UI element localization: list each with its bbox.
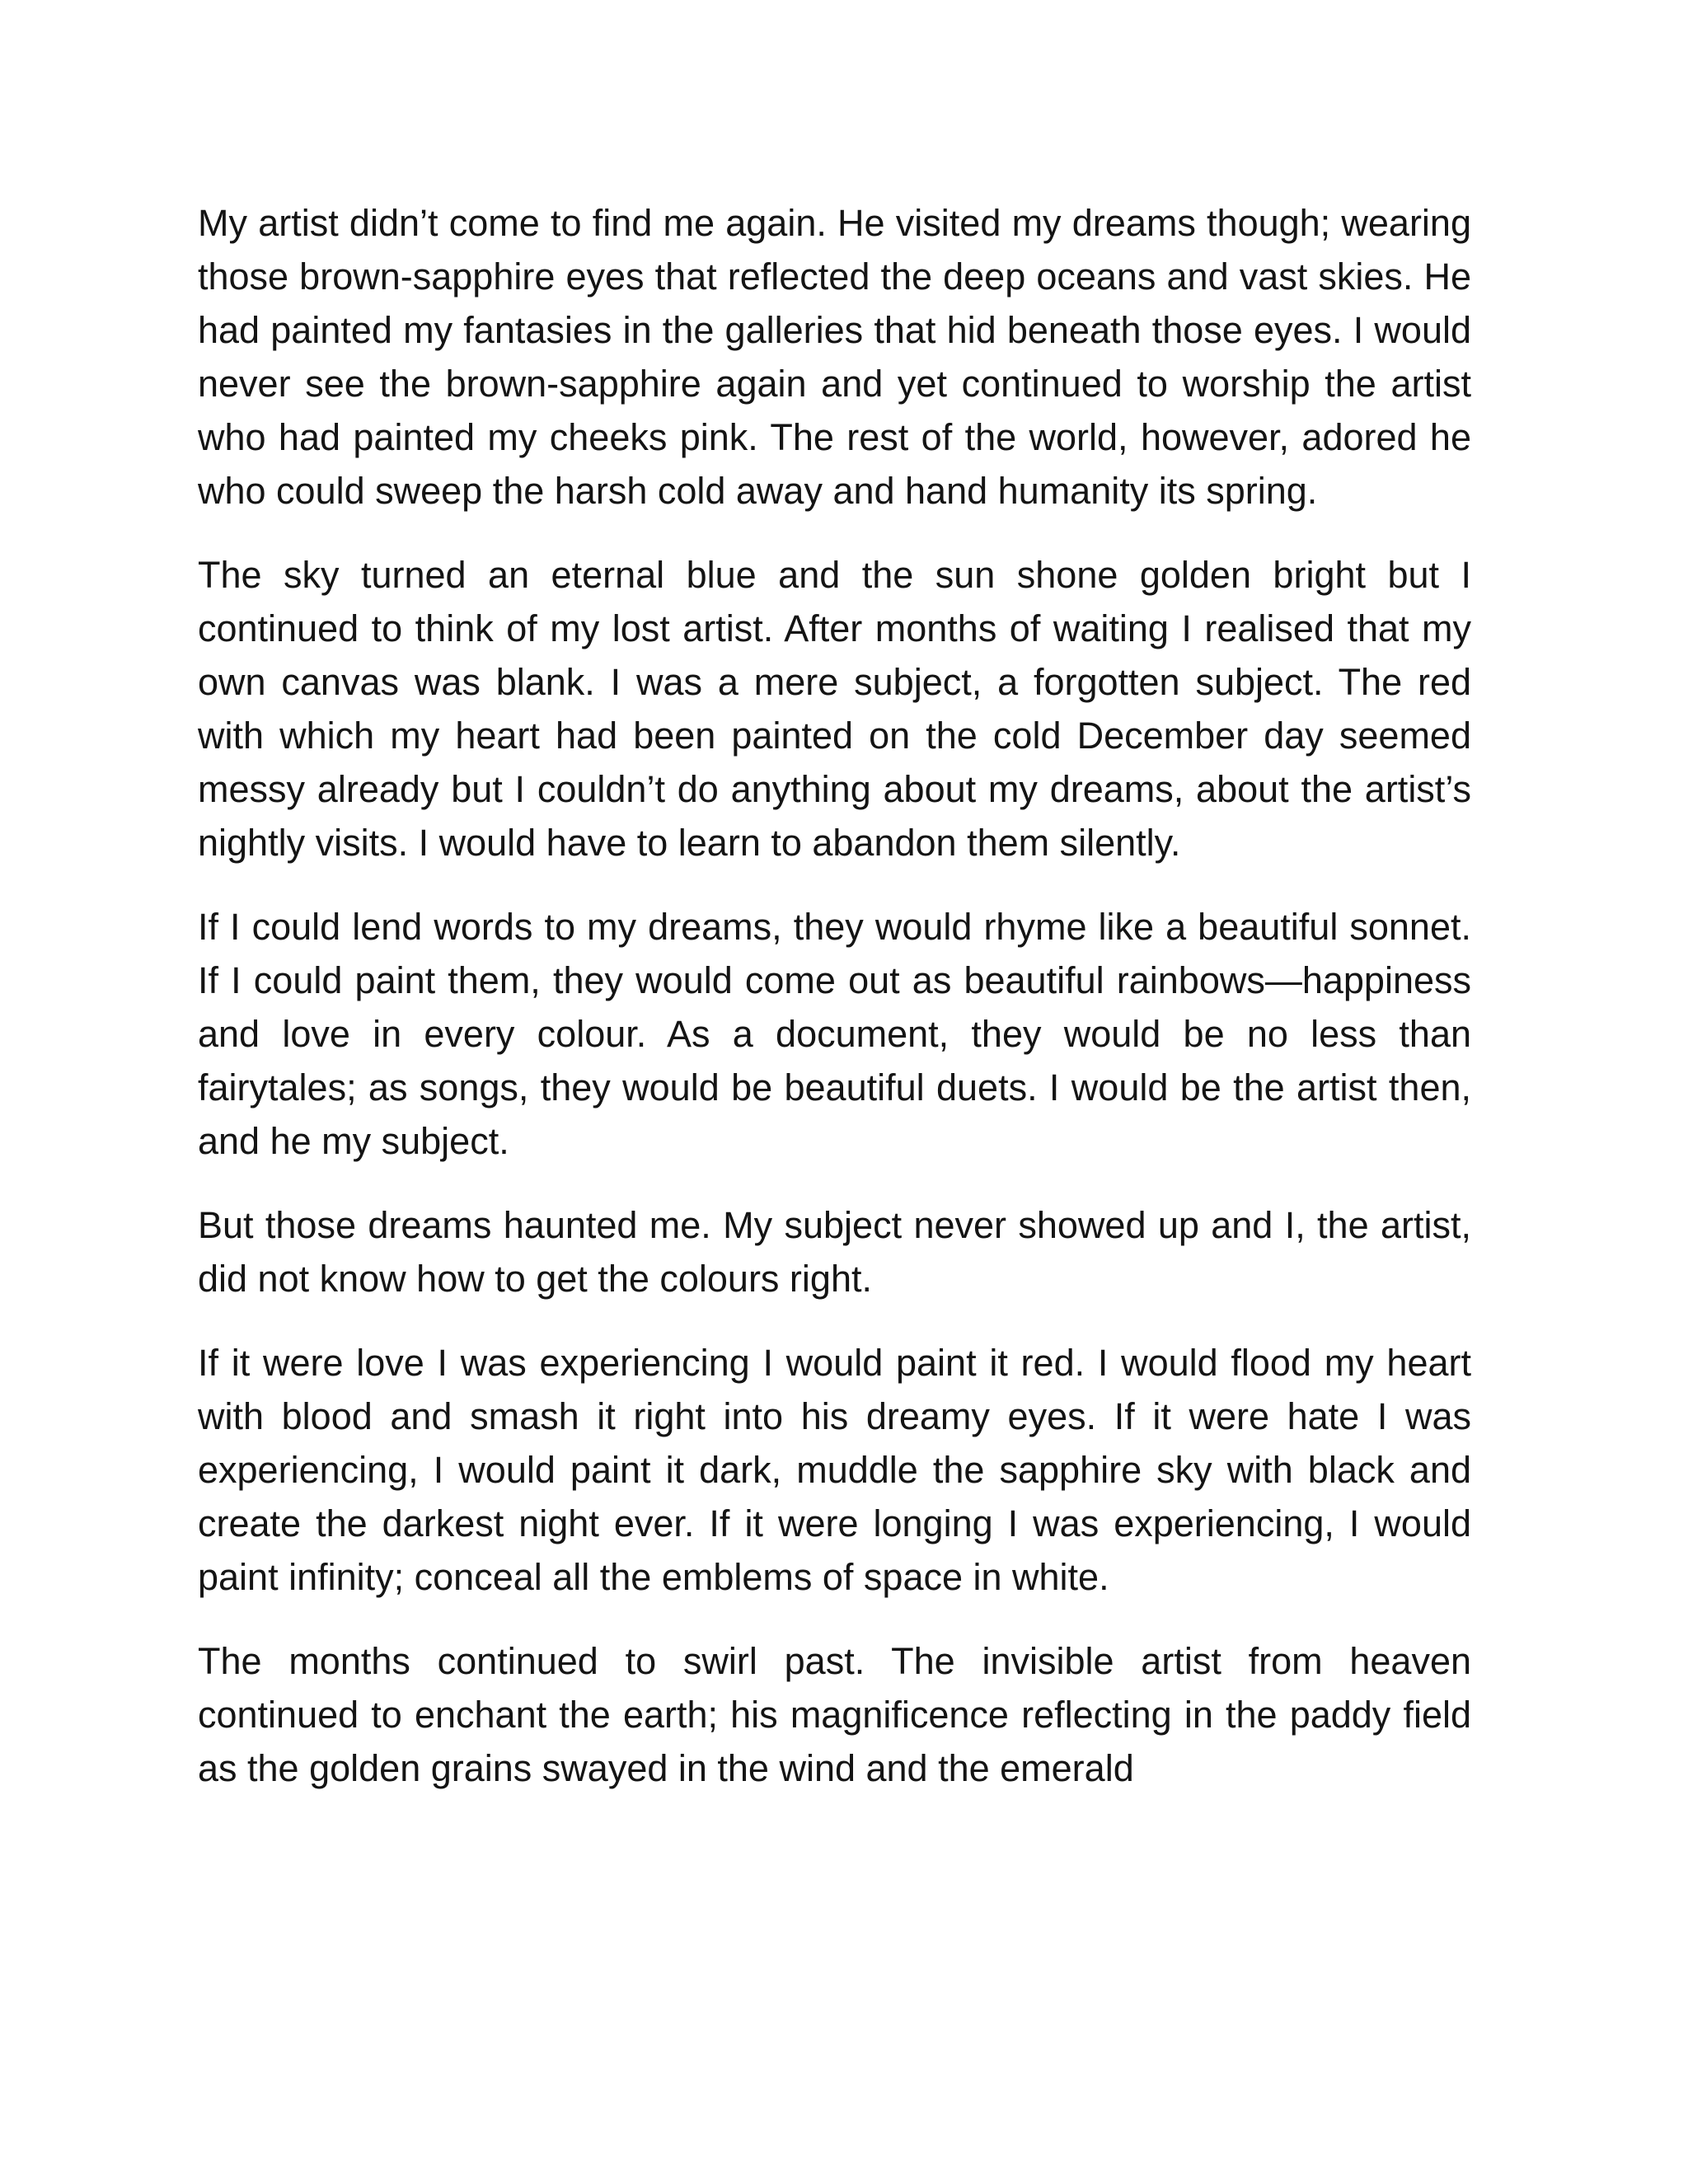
paragraph: My artist didn’t come to find me again. He visited my dreams though; wearing those brown-sapphire eyes that reflected the deep oceans and vast skies. He had painted my fantasies in the galleries that hid beneath those eyes. I would never see the brown-sapphire again and yet continued to worship the artist who had painted my cheeks pink. The rest of the world, however, adored he who could sweep the harsh cold away and hand humanity its spring.: [198, 202, 1471, 512]
paragraph: The sky turned an eternal blue and the sun shone golden bright but I continued to think of my lost artist. After months of waiting I realised that my own canvas was blank. I was a mere subject, a forgotten subject. The red with which my heart had been painted on the cold December day seemed messy already but I couldn’t do anything about my dreams, about the artist’s nightly visits. I would have to learn to abandon them silently.: [198, 554, 1471, 864]
paragraph: If it were love I was experiencing I would paint it red. I would flood my heart with blood and smash it right into his dreamy eyes. If it were hate I was experiencing, I would paint it dark, muddle the sapphire sky with black and create the darkest night ever. If it were longing I was experiencing, I would paint infinity; conceal all the emblems of space in white.: [198, 1342, 1471, 1598]
document-body: [198, 196, 1471, 1825]
paragraph: But those dreams haunted me. My subject never showed up and I, the artist, did not know how to get the colours right.: [198, 1204, 1471, 1300]
paragraph: If I could lend words to my dreams, they would rhyme like a beautiful sonnet. If I could paint them, they would come out as beautiful rainbows—happiness and love in every colour. As a document, they would be no less than fairytales; as songs, they would be beautiful duets. I would be the artist then, and he my subject.: [198, 906, 1471, 1162]
paragraph: The months continued to swirl past. The invisible artist from heaven continued to enchant the earth; his magnificence reflecting in the paddy field as the golden grains swayed in the wind and the emerald: [198, 1640, 1471, 1789]
